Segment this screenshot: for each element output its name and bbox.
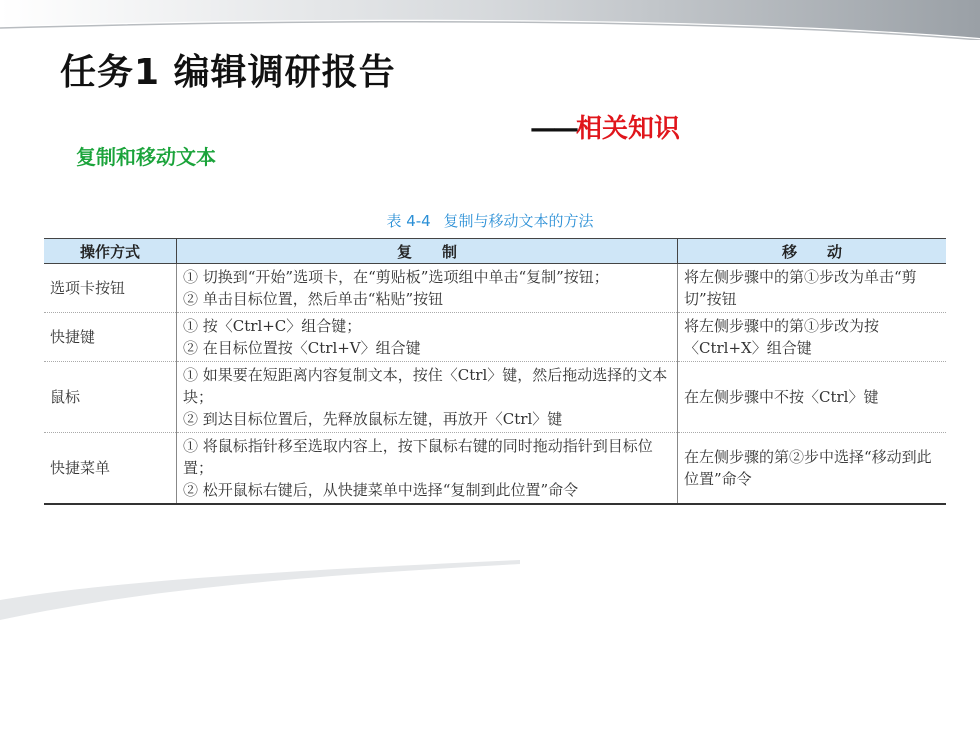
copy-step: ① 按〈Ctrl+C〉组合键；: [183, 317, 362, 335]
cell-copy: [177, 362, 678, 433]
cell-mode: 选项卡按钮: [44, 264, 177, 313]
cell-copy: [177, 313, 678, 362]
header-move: 移 动: [678, 239, 947, 264]
copy-step: ① 将鼠标指针移至选取内容上，按下鼠标右键的同时拖动指针到目标位置；: [183, 437, 653, 477]
copy-step: ② 单击目标位置，然后单击“粘贴”按钮: [183, 290, 444, 308]
table-caption-number: 表 4-4: [386, 212, 431, 230]
table-header-row: [44, 239, 946, 264]
cell-copy: [177, 433, 678, 505]
cell-move: 在左侧步骤的第②步中选择“移动到此位置”命令: [678, 433, 947, 505]
cell-move: 将左侧步骤中的第①步改为单击“剪切”按钮: [678, 264, 947, 313]
subtitle-text: 相关知识: [576, 114, 681, 144]
table-row: [44, 264, 946, 313]
table-row: [44, 362, 946, 433]
copy-step: ① 如果要在短距离内容复制文本，按住〈Ctrl〉键，然后拖动选择的文本块；: [183, 366, 668, 406]
copy-step: ② 到达目标位置后，先释放鼠标左键，再放开〈Ctrl〉键: [183, 410, 563, 428]
cell-mode: 快捷键: [44, 313, 177, 362]
table-row: [44, 313, 946, 362]
header-copy: 复 制: [177, 239, 678, 264]
cell-mode: 快捷菜单: [44, 433, 177, 505]
copy-step: ① 切换到“开始”选项卡，在“剪贴板”选项组中单击“复制”按钮；: [183, 268, 609, 286]
table-caption-text: 复制与移动文本的方法: [443, 212, 594, 230]
top-decorative-swoosh: [0, 0, 980, 40]
cell-move: 在左侧步骤中不按〈Ctrl〉键: [678, 362, 947, 433]
copy-step: ② 在目标位置按〈Ctrl+V〉组合键: [183, 339, 421, 357]
header-mode: 操作方式: [44, 239, 177, 264]
section-heading: 复制和移动文本: [76, 145, 216, 169]
cell-copy: [177, 264, 678, 313]
cell-mode: 鼠标: [44, 362, 177, 433]
bottom-left-decorative-swoosh: [0, 560, 520, 680]
copy-step: ② 松开鼠标右键后，从快捷菜单中选择“复制到此位置”命令: [183, 481, 579, 499]
table-caption: [0, 210, 980, 231]
table-row: [44, 433, 946, 505]
subtitle-dash: ——: [530, 114, 576, 144]
cell-move: 将左侧步骤中的第①步改为按〈Ctrl+X〉组合键: [678, 313, 947, 362]
subtitle: [530, 108, 680, 145]
page-title: 任务1 编辑调研报告: [60, 52, 396, 93]
methods-table: [44, 238, 946, 505]
